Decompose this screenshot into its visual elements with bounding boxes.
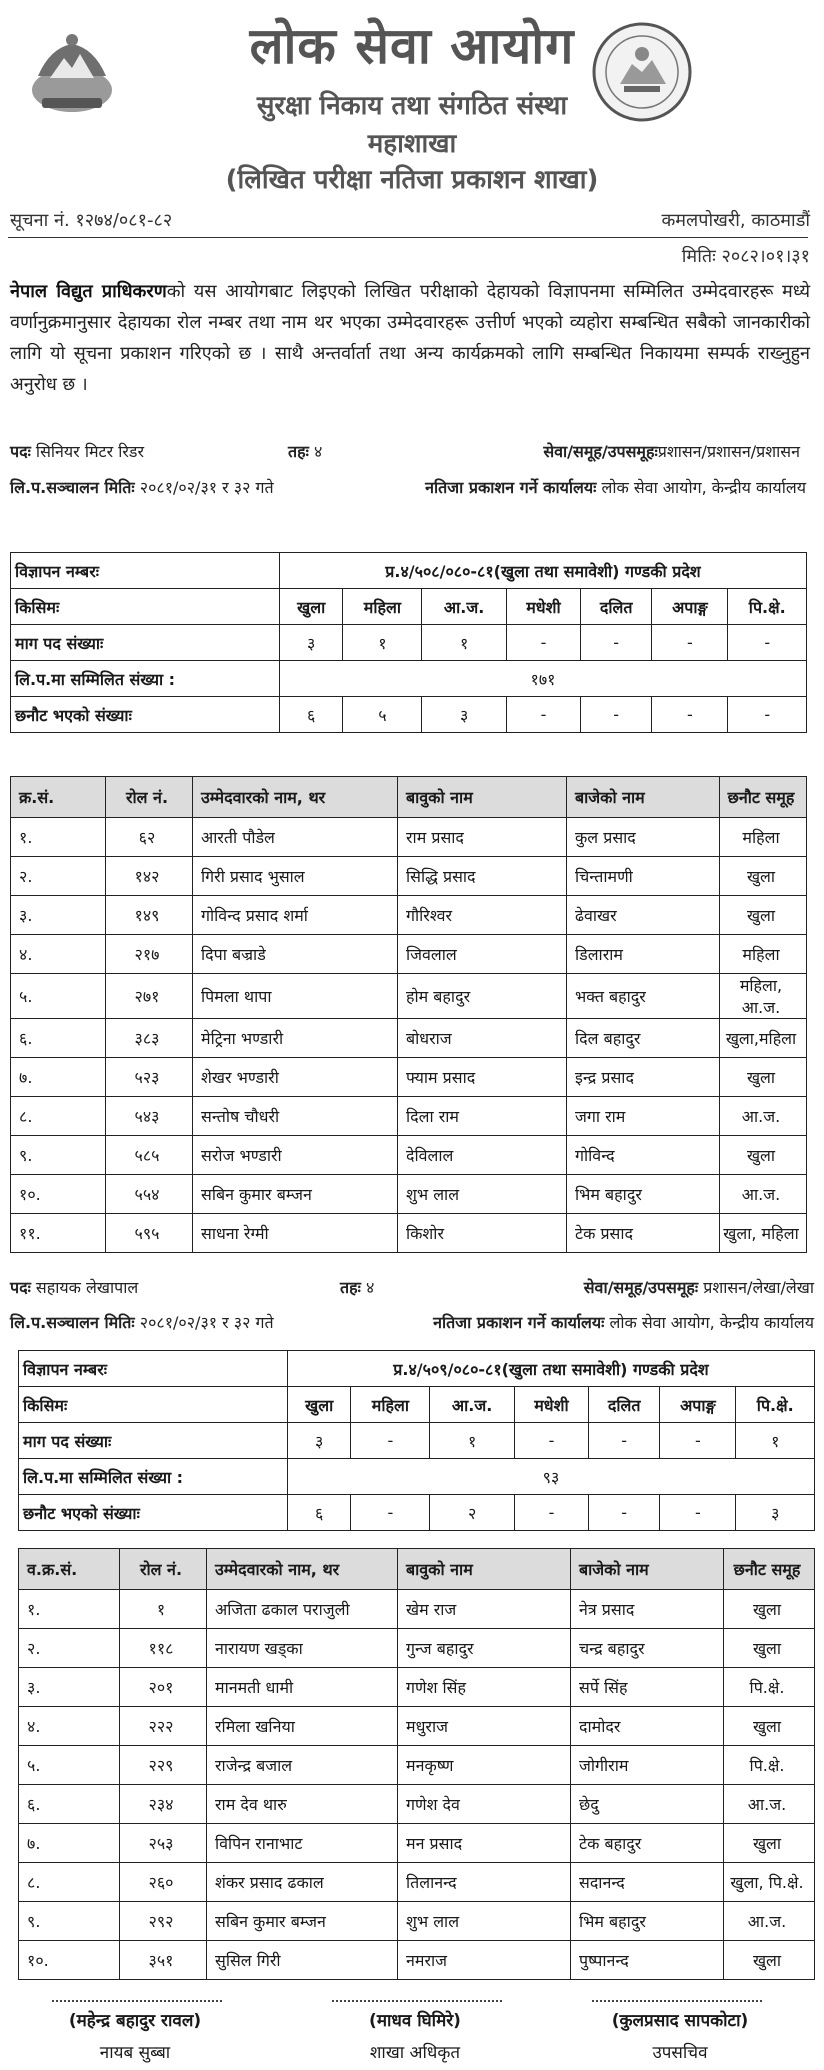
category-header: आ.ज. bbox=[422, 589, 506, 625]
selected-count: - bbox=[514, 1495, 588, 1531]
table-cell: छेदु bbox=[571, 1785, 724, 1824]
signature-line bbox=[332, 2000, 502, 2002]
section-name: (लिखित परीक्षा नतिजा प्रकाशन शाखा) bbox=[225, 165, 599, 195]
selected-count: - bbox=[506, 697, 580, 733]
table-cell: भिम बहादुर bbox=[571, 1902, 724, 1941]
level-line-1 bbox=[288, 440, 322, 462]
table-cell: २३४ bbox=[120, 1785, 207, 1824]
table-cell: मनकृष्ण bbox=[398, 1746, 571, 1785]
category-header: खुला bbox=[280, 589, 343, 625]
table-cell: महिला bbox=[720, 818, 807, 857]
table-cell: १. bbox=[11, 818, 106, 857]
table-cell: शंकर प्रसाद ढकाल bbox=[207, 1863, 398, 1902]
post-line-2 bbox=[10, 1276, 138, 1298]
col-header: रोल नं. bbox=[106, 777, 193, 818]
table-cell: २२२ bbox=[120, 1707, 207, 1746]
table-cell: सर्पे सिंह bbox=[571, 1668, 724, 1707]
table-cell: २५३ bbox=[120, 1824, 207, 1863]
selected-count: - bbox=[589, 1495, 660, 1531]
table-cell: २. bbox=[11, 857, 106, 896]
office-location: कमलपोखरी, काठमाडौं bbox=[661, 210, 810, 231]
table-row bbox=[11, 935, 807, 974]
ad-no-label: विज्ञापन नम्बरः bbox=[11, 553, 280, 589]
table-cell: २१७ bbox=[106, 935, 193, 974]
table-cell: २६० bbox=[120, 1863, 207, 1902]
table-cell: टेक बहादुर bbox=[571, 1824, 724, 1863]
header-divider bbox=[8, 237, 808, 238]
table-cell: खुला bbox=[724, 1707, 815, 1746]
col-header: उम्मेदवारको नाम, थर bbox=[207, 1549, 398, 1590]
table-cell: दामोदर bbox=[571, 1707, 724, 1746]
table-row bbox=[19, 1590, 815, 1629]
col-header: उम्मेदवारको नाम, थर bbox=[193, 777, 398, 818]
table-cell: ५. bbox=[19, 1746, 120, 1785]
table-cell: गणेश देव bbox=[398, 1785, 571, 1824]
table-cell: चन्द्र बहादुर bbox=[571, 1629, 724, 1668]
col-header: बावुको नाम bbox=[398, 1549, 571, 1590]
signature-line bbox=[592, 2000, 762, 2002]
demand-count: - bbox=[728, 625, 807, 661]
office-label: नतिजा प्रकाशन गर्ने कार्यालयः bbox=[433, 1313, 605, 1332]
exam-date-label: लि.प.सञ्चालन मितिः bbox=[10, 478, 135, 497]
category-header: दलित bbox=[589, 1387, 660, 1423]
table-cell: खुला, महिला bbox=[720, 1214, 807, 1253]
service-line-2 bbox=[584, 1276, 814, 1298]
table-row bbox=[11, 974, 807, 1019]
post-line-1 bbox=[10, 440, 144, 462]
demand-count: १ bbox=[430, 1423, 514, 1459]
table-cell: मन प्रसाद bbox=[398, 1824, 571, 1863]
table-row bbox=[19, 1824, 815, 1863]
table-row bbox=[19, 1668, 815, 1707]
table-cell: भक्त बहादुर bbox=[567, 974, 720, 1019]
table-cell: देविलाल bbox=[398, 1136, 567, 1175]
page-title: लोक सेवा आयोग bbox=[249, 17, 575, 75]
table-cell: दिपा बज्राडे bbox=[193, 935, 398, 974]
table-cell: २२९ bbox=[120, 1746, 207, 1785]
table-row bbox=[19, 1902, 815, 1941]
table-cell: ४. bbox=[19, 1707, 120, 1746]
demand-label: माग पद संख्याः bbox=[19, 1423, 288, 1459]
col-header: छनौट समूह bbox=[720, 777, 807, 818]
ad-no-value: प्र.४/५०९/०८०-८१(खुला तथा समावेशी) गण्डकी प्रदेश bbox=[288, 1351, 815, 1387]
table-cell: विपिन रानाभाट bbox=[207, 1824, 398, 1863]
category-header: खुला bbox=[288, 1387, 351, 1423]
category-header: अपाङ्ग bbox=[652, 589, 728, 625]
results-table-2 bbox=[18, 1548, 815, 1980]
table-cell: ६. bbox=[11, 1019, 106, 1058]
category-header: मधेशी bbox=[514, 1387, 588, 1423]
table-cell: दिल बहादुर bbox=[567, 1019, 720, 1058]
table-cell: दिला राम bbox=[398, 1097, 567, 1136]
table-cell: आ.ज. bbox=[720, 1097, 807, 1136]
table-cell: पुष्पानन्द bbox=[571, 1941, 724, 1980]
table-row bbox=[11, 896, 807, 935]
level-value: ४ bbox=[365, 1278, 375, 1297]
table-cell: ६. bbox=[19, 1785, 120, 1824]
table-cell: खुला bbox=[724, 1824, 815, 1863]
table-cell: ८. bbox=[11, 1097, 106, 1136]
table-cell: ६२ bbox=[106, 818, 193, 857]
division-sub: महाशाखा bbox=[367, 129, 457, 159]
office-line-1 bbox=[425, 476, 806, 498]
table-cell: खुला,महिला bbox=[720, 1019, 807, 1058]
table-cell: ५४३ bbox=[106, 1097, 193, 1136]
table-cell: ढेवाखर bbox=[567, 896, 720, 935]
table-row bbox=[11, 1175, 807, 1214]
signatory-name: (माधव घिमिरे) bbox=[369, 2011, 461, 2031]
category-header: अपाङ्ग bbox=[660, 1387, 736, 1423]
table-cell: महिला, आ.ज. bbox=[720, 974, 807, 1019]
demand-count: - bbox=[589, 1423, 660, 1459]
table-cell: आ.ज. bbox=[724, 1785, 815, 1824]
type-label: किसिमः bbox=[19, 1387, 288, 1423]
table-cell: खुला bbox=[720, 1136, 807, 1175]
demand-count: - bbox=[660, 1423, 736, 1459]
table-cell: खुला bbox=[720, 857, 807, 896]
table-cell: राम देव थारु bbox=[207, 1785, 398, 1824]
table-cell: रमिला खनिया bbox=[207, 1707, 398, 1746]
included-count: ९३ bbox=[288, 1459, 815, 1495]
table-row bbox=[19, 1746, 815, 1785]
table-cell: नमराज bbox=[398, 1941, 571, 1980]
table-cell: सबिन कुमार बम्जन bbox=[207, 1902, 398, 1941]
signatory-title: नायब सुब्बा bbox=[99, 2043, 171, 2063]
table-cell: किशोर bbox=[398, 1214, 567, 1253]
exam-date-label: लि.प.सञ्चालन मितिः bbox=[10, 1313, 135, 1332]
table-cell: २९२ bbox=[120, 1902, 207, 1941]
level-label: तहः bbox=[288, 442, 309, 461]
table-cell: राम प्रसाद bbox=[398, 818, 567, 857]
advertisement-table-1 bbox=[10, 552, 807, 733]
table-cell: शेखर भण्डारी bbox=[193, 1058, 398, 1097]
table-cell: आ.ज. bbox=[724, 1902, 815, 1941]
selected-count: ६ bbox=[288, 1495, 351, 1531]
table-cell: डिलाराम bbox=[567, 935, 720, 974]
table-row bbox=[11, 818, 807, 857]
signatory-title: उपसचिव bbox=[652, 2043, 708, 2063]
table-cell: गौरिश्वर bbox=[398, 896, 567, 935]
table-cell: गोविन्द प्रसाद शर्मा bbox=[193, 896, 398, 935]
level-line-2 bbox=[340, 1276, 374, 1298]
level-value: ४ bbox=[313, 442, 323, 461]
table-cell: २७१ bbox=[106, 974, 193, 1019]
table-cell: शुभ लाल bbox=[398, 1175, 567, 1214]
table-cell: १०. bbox=[19, 1941, 120, 1980]
table-cell: ५८५ bbox=[106, 1136, 193, 1175]
table-cell: खुला, पि.क्षे. bbox=[724, 1863, 815, 1902]
included-label: लि.प.मा सम्मिलित संख्या : bbox=[11, 661, 280, 697]
demand-count: - bbox=[514, 1423, 588, 1459]
table-cell: गिरी प्रसाद भुसाल bbox=[193, 857, 398, 896]
office-label: नतिजा प्रकाशन गर्ने कार्यालयः bbox=[425, 478, 597, 497]
selected-count: - bbox=[351, 1495, 430, 1531]
selected-label: छनौट भएको संख्याः bbox=[11, 697, 280, 733]
table-cell: ३८३ bbox=[106, 1019, 193, 1058]
signature-line bbox=[52, 2000, 222, 2002]
table-cell: सिद्धि प्रसाद bbox=[398, 857, 567, 896]
category-header: मधेशी bbox=[506, 589, 580, 625]
table-cell: ८. bbox=[19, 1863, 120, 1902]
table-row bbox=[19, 1707, 815, 1746]
table-row bbox=[19, 1941, 815, 1980]
demand-count: १ bbox=[422, 625, 506, 661]
table-cell: ११८ bbox=[120, 1629, 207, 1668]
category-header: पि.क्षे. bbox=[736, 1387, 815, 1423]
table-cell: नेत्र प्रसाद bbox=[571, 1590, 724, 1629]
table-cell: जोगीराम bbox=[571, 1746, 724, 1785]
table-cell: खुला bbox=[724, 1590, 815, 1629]
table-cell: मेट्रिना भण्डारी bbox=[193, 1019, 398, 1058]
col-header: बावुको नाम bbox=[398, 777, 567, 818]
col-header: बाजेको नाम bbox=[567, 777, 720, 818]
included-count: १७१ bbox=[280, 661, 807, 697]
service-value: प्रशासन/प्रशासन/प्रशासन bbox=[657, 442, 800, 461]
exam-date-line-2 bbox=[10, 1311, 274, 1333]
ad-no-value: प्र.४/५०८/०८०-८१(खुला तथा समावेशी) गण्डकी प्रदेश bbox=[280, 553, 807, 589]
table-cell: १. bbox=[19, 1590, 120, 1629]
table-cell: टेक प्रसाद bbox=[567, 1214, 720, 1253]
col-header: व.क्र.सं. bbox=[19, 1549, 120, 1590]
table-cell: खुला bbox=[720, 1058, 807, 1097]
demand-count: - bbox=[581, 625, 652, 661]
post-value: सहायक लेखापाल bbox=[35, 1278, 139, 1297]
table-cell: ५९५ bbox=[106, 1214, 193, 1253]
table-cell: १४९ bbox=[106, 896, 193, 935]
table-cell: राजेन्द्र बजाल bbox=[207, 1746, 398, 1785]
post-label: पदः bbox=[10, 442, 31, 461]
table-cell: पि.क्षे. bbox=[724, 1668, 815, 1707]
demand-count: - bbox=[351, 1423, 430, 1459]
exam-date-line-1 bbox=[10, 476, 274, 498]
ad-no-label: विज्ञापन नम्बरः bbox=[19, 1351, 288, 1387]
table-cell: २. bbox=[19, 1629, 120, 1668]
selected-count: ५ bbox=[343, 697, 422, 733]
demand-count: ३ bbox=[280, 625, 343, 661]
table-cell: चिन्तामणी bbox=[567, 857, 720, 896]
type-label: किसिमः bbox=[11, 589, 280, 625]
selected-count: - bbox=[660, 1495, 736, 1531]
category-header: महिला bbox=[351, 1387, 430, 1423]
table-cell: १४२ bbox=[106, 857, 193, 896]
table-cell: ७. bbox=[11, 1058, 106, 1097]
office-line-2 bbox=[433, 1311, 814, 1333]
office-value: लोक सेवा आयोग, केन्द्रीय कार्यालय bbox=[609, 1313, 814, 1332]
service-label: सेवा/समूह/उपसमूहः bbox=[543, 442, 658, 461]
selected-count: ३ bbox=[736, 1495, 815, 1531]
table-cell: फ्याम प्रसाद bbox=[398, 1058, 567, 1097]
table-cell: होम बहादुर bbox=[398, 974, 567, 1019]
signatory-name: (कुलप्रसाद सापकोटा) bbox=[611, 2011, 749, 2031]
selected-label: छनौट भएको संख्याः bbox=[19, 1495, 288, 1531]
demand-label: माग पद संख्याः bbox=[11, 625, 280, 661]
table-cell: ३. bbox=[11, 896, 106, 935]
level-label: तहः bbox=[340, 1278, 361, 1297]
demand-count: ३ bbox=[288, 1423, 351, 1459]
table-row bbox=[19, 1785, 815, 1824]
category-header: पि.क्षे. bbox=[728, 589, 807, 625]
table-cell: सदानन्द bbox=[571, 1863, 724, 1902]
table-cell: १ bbox=[120, 1590, 207, 1629]
table-cell: सबिन कुमार बम्जन bbox=[193, 1175, 398, 1214]
signatory-title: शाखा अधिकृत bbox=[369, 2043, 461, 2063]
demand-count: - bbox=[506, 625, 580, 661]
office-value: लोक सेवा आयोग, केन्द्रीय कार्यालय bbox=[601, 478, 806, 497]
table-cell: सुसिल गिरी bbox=[207, 1941, 398, 1980]
service-value: प्रशासन/लेखा/लेखा bbox=[703, 1278, 814, 1297]
table-cell: अजिता ढकाल पराजुली bbox=[207, 1590, 398, 1629]
table-cell: आ.ज. bbox=[720, 1175, 807, 1214]
table-cell: २०१ bbox=[120, 1668, 207, 1707]
category-header: आ.ज. bbox=[430, 1387, 514, 1423]
table-cell: इन्द्र प्रसाद bbox=[567, 1058, 720, 1097]
col-header: बाजेको नाम bbox=[571, 1549, 724, 1590]
table-row bbox=[19, 1863, 815, 1902]
organization-name: नेपाल विद्युत प्राधिकरण bbox=[10, 281, 167, 302]
table-cell: पिमला थापा bbox=[193, 974, 398, 1019]
table-cell: पि.क्षे. bbox=[724, 1746, 815, 1785]
table-row bbox=[11, 1097, 807, 1136]
intro-paragraph bbox=[10, 276, 810, 400]
service-line-1 bbox=[543, 440, 800, 462]
demand-count: १ bbox=[343, 625, 422, 661]
table-row bbox=[19, 1629, 815, 1668]
table-cell: गोविन्द bbox=[567, 1136, 720, 1175]
table-row bbox=[11, 1019, 807, 1058]
notice-number: सूचना नं. १२७४/०८१-८२ bbox=[10, 210, 173, 231]
intro-text: को यस आयोगबाट लिइएको लिखित परीक्षाको देहायको विज्ञापनमा सम्मिलित उम्मेदवारहरू मध्ये वर्णानुक्रमानुसार देहायका रोल नम्बर तथा नाम थर भएका उम्मेदवारहरू उत्तीर्ण भएको व्यहोरा सम्बन्धित सबैको जानकारीको लागि यो सूचना प्रकाशन गरिएको छ । साथै अन्तर्वार्ता तथा अन्य कार्यक्रमको लागि सम्बन्धित निकायमा सम्पर्क राख्नुहुन अनुरोध छ । bbox=[10, 281, 811, 395]
col-header: रोल नं. bbox=[120, 1549, 207, 1590]
table-cell: नारायण खड्का bbox=[207, 1629, 398, 1668]
table-cell: ५५४ bbox=[106, 1175, 193, 1214]
division-name: सुरक्षा निकाय तथा संगठित संस्था bbox=[256, 91, 568, 121]
selected-count: २ bbox=[430, 1495, 514, 1531]
col-header: छनौट समूह bbox=[724, 1549, 815, 1590]
table-cell: जिवलाल bbox=[398, 935, 567, 974]
demand-count: - bbox=[652, 625, 728, 661]
signatory-name: (महेन्द्र बहादुर रावल) bbox=[68, 2011, 202, 2031]
post-label: पदः bbox=[10, 1278, 31, 1297]
table-row bbox=[11, 1058, 807, 1097]
exam-date-value: २०८१/०२/३१ र ३२ गते bbox=[139, 1313, 274, 1332]
table-cell: खुला bbox=[724, 1941, 815, 1980]
table-cell: ९. bbox=[11, 1136, 106, 1175]
selected-count: - bbox=[652, 697, 728, 733]
demand-count: १ bbox=[736, 1423, 815, 1459]
table-cell: भिम बहादुर bbox=[567, 1175, 720, 1214]
selected-count: - bbox=[581, 697, 652, 733]
table-cell: गुन्ज बहादुर bbox=[398, 1629, 571, 1668]
table-cell: ११. bbox=[11, 1214, 106, 1253]
table-cell: ७. bbox=[19, 1824, 120, 1863]
service-label: सेवा/समूह/उपसमूहः bbox=[583, 1278, 699, 1297]
table-row bbox=[11, 1214, 807, 1253]
selected-count: - bbox=[728, 697, 807, 733]
table-cell: ९. bbox=[19, 1902, 120, 1941]
table-cell: गणेश सिंह bbox=[398, 1668, 571, 1707]
table-cell: ४. bbox=[11, 935, 106, 974]
table-cell: ५. bbox=[11, 974, 106, 1019]
included-label: लि.प.मा सम्मिलित संख्या : bbox=[19, 1459, 288, 1495]
table-cell: मधुराज bbox=[398, 1707, 571, 1746]
notice-date: मितिः २०८२।०१।३१ bbox=[681, 246, 810, 267]
table-cell: महिला bbox=[720, 935, 807, 974]
table-cell: १०. bbox=[11, 1175, 106, 1214]
table-cell: सरोज भण्डारी bbox=[193, 1136, 398, 1175]
selected-count: ३ bbox=[422, 697, 506, 733]
col-header: क्र.सं. bbox=[11, 777, 106, 818]
table-cell: शुभ लाल bbox=[398, 1902, 571, 1941]
table-cell: कुल प्रसाद bbox=[567, 818, 720, 857]
table-cell: सन्तोष चौधरी bbox=[193, 1097, 398, 1136]
category-header: महिला bbox=[343, 589, 422, 625]
post-value: सिनियर मिटर रिडर bbox=[35, 442, 145, 461]
table-cell: साधना रेग्मी bbox=[193, 1214, 398, 1253]
advertisement-table-2 bbox=[18, 1350, 815, 1531]
table-cell: बोधराज bbox=[398, 1019, 567, 1058]
table-cell: ५२३ bbox=[106, 1058, 193, 1097]
results-table-1 bbox=[10, 776, 807, 1253]
table-cell: आरती पौडेल bbox=[193, 818, 398, 857]
table-cell: जगा राम bbox=[567, 1097, 720, 1136]
table-cell: तिलानन्द bbox=[398, 1863, 571, 1902]
table-cell: ३५१ bbox=[120, 1941, 207, 1980]
table-row bbox=[11, 857, 807, 896]
category-header: दलित bbox=[581, 589, 652, 625]
selected-count: ६ bbox=[280, 697, 343, 733]
table-cell: खेम राज bbox=[398, 1590, 571, 1629]
table-row bbox=[11, 1136, 807, 1175]
table-cell: मानमती धामी bbox=[207, 1668, 398, 1707]
table-cell: ३. bbox=[19, 1668, 120, 1707]
exam-date-value: २०८१/०२/३१ र ३२ गते bbox=[139, 478, 274, 497]
table-cell: खुला bbox=[724, 1629, 815, 1668]
table-cell: खुला bbox=[720, 896, 807, 935]
